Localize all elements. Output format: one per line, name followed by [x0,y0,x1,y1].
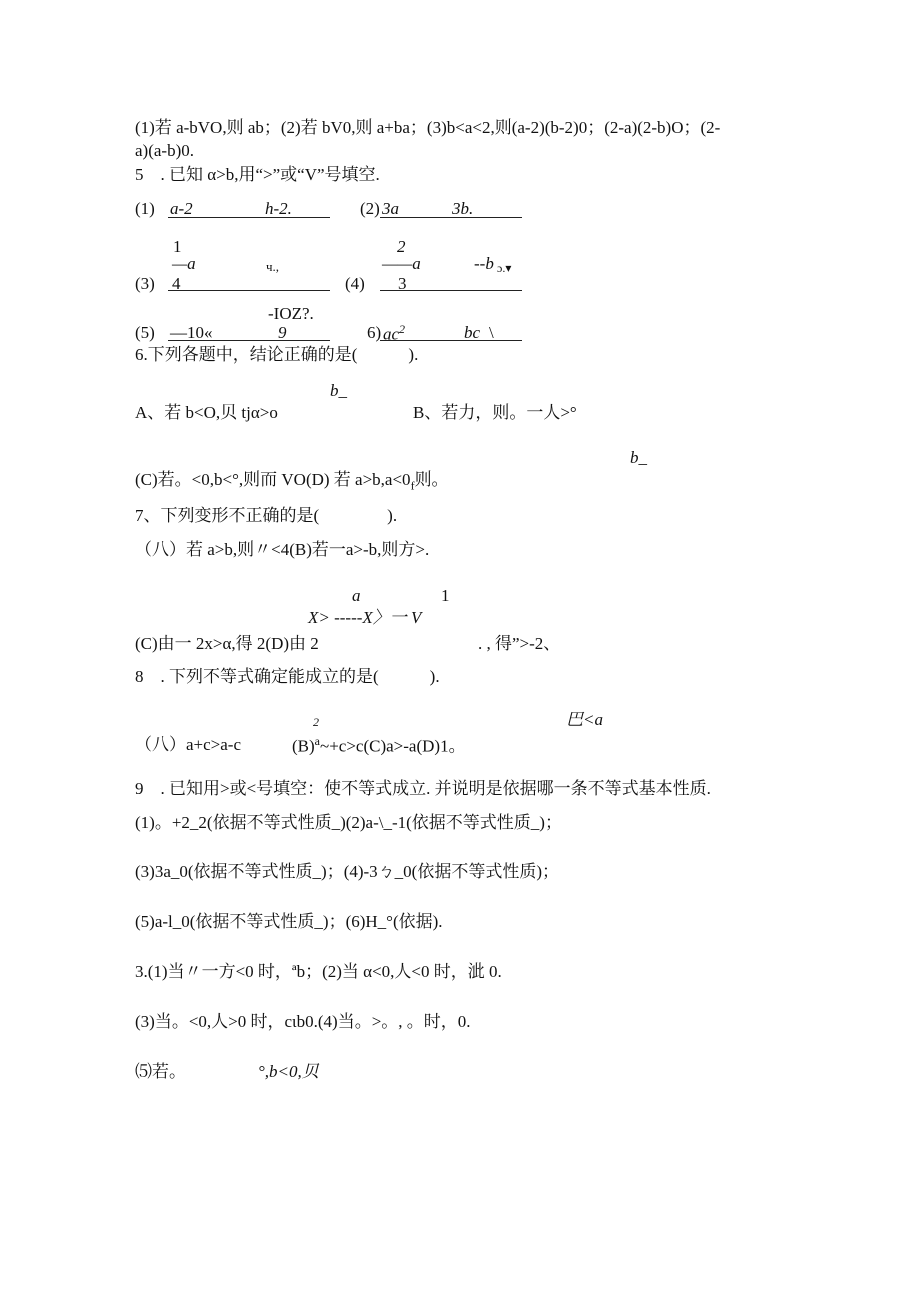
answer-line1: 3.(1)当〃一方<0 时，ªb；(2)当 α<0,人<0 时，泚 0. [135,962,502,981]
q6-b-top: b_ [330,381,347,400]
q5-r3-mark: ч., [266,259,280,274]
q5-r4-right: --b [474,254,494,273]
q5-r6-left-text: ac [383,324,400,344]
q8-option-a: （八）a+c>a-c [135,735,242,754]
q5-r3-numerator: 1 [173,237,182,256]
q6-b-top2: b_ [630,448,647,467]
q8-stem: 8 . 下列不等式确定能成立的是( ). [135,667,440,686]
q5-r3-fraction: —a [172,254,196,273]
q4-line2: a)(a-b)0. [135,141,194,160]
q5-r2-left: 3a [382,199,399,218]
q7-option-c: (C)由一 2x>α,得 2(D)由 2 [135,634,319,653]
q5-r6-left [383,323,405,344]
q8-option-b-label: (B) [292,736,315,756]
q5-r6-mark: \ [489,323,494,342]
answer-line3-b: °,b<0,贝 [258,1062,319,1081]
answer-line3-a: ⑸若。 [135,1062,186,1081]
q5-r6-sup: 2 [399,322,406,336]
q5-r5-top: -IOZ?. [268,304,314,323]
q5-r5-left: —10« [170,323,213,342]
q8-sup2: 2 [313,715,319,729]
q5-r5-right: 9 [278,323,287,342]
q5-r2-right: 3b. [452,199,474,218]
q6-option-a: A、若 b<O,贝 tjα>o [135,403,278,422]
q5-r6-right: bc [464,323,481,342]
q5-r1-blank [168,217,330,218]
q5-r1-left: a-2 [170,199,193,218]
q5-r3-blank [168,290,330,291]
q5-r4-numerator: 2 [397,237,406,256]
q7-stem: 7、下列变形不正确的是( ). [135,506,398,525]
q8-option-b-sup: a [314,734,320,748]
q5-r4-blank [380,290,522,291]
answer-line2: (3)当。<0,人>0 时，cιb0.(4)当。>。, 。时，0. [135,1012,471,1031]
q7-option-d-end: . , 得”>-2、 [478,634,561,653]
q6-option-cd-end: 则。 [414,470,449,489]
q6-stem: 6.下列各题中，结论正确的是( ). [135,345,419,364]
q6-option-cd-sub: f [410,478,415,493]
q5-r4-denominator: 3 [398,274,407,293]
q8-option-bcd [292,735,466,756]
q9-stem: 9 . 已知用>或<号填空：使不等式成立. 并说明是依据哪一条不等式基本性质. [135,779,711,798]
q5-r6-blank [380,340,522,341]
q4-line1: (1)若 a-bVO,则 ab；(2)若 bV0,则 a+ba；(3)b<a<2,则(a-2)(b-2)0；(2-a)(2-b)O；(2- [135,118,721,137]
q5-r2-label: (2) [360,199,380,218]
q7-frac-a: a [352,586,361,605]
q5-stem: 5 . 已知 α>b,用“>”或“V”号填空. [135,165,380,184]
q6-option-b: B、若力，则。一人>° [413,403,577,422]
q8-option-bcd-rest: ~+c>c(C)a>-a(D)1。 [320,736,466,756]
q5-r5-label: (5) [135,323,155,342]
q5-r1-label: (1) [135,199,155,218]
q5-r1-right: h-2. [265,199,292,218]
q5-r5-blank [168,340,330,341]
q6-option-cd [135,470,449,493]
q5-r3-denominator: 4 [172,274,181,293]
q9-line3: (5)a-l_0(依据不等式性质_)；(6)H_°(依据). [135,912,443,931]
q6-option-cd-text: (C)若。<0,b<°,则而 VO(D) 若 a>b,a<0 [135,470,411,489]
q8-top-mark: 巴<a [566,710,603,729]
q5-r2-blank [380,217,522,218]
q9-line1: (1)。+2_2(依据不等式性质_)(2)a-\_-1(依据不等式性质_)； [135,813,562,832]
q7-mid-line: X> -----X〉一 V [308,608,422,627]
q7-frac-1: 1 [441,586,450,605]
q5-r4-mark: ɔ.▾ [497,261,512,275]
q5-r6-label: 6) [367,323,382,342]
q5-r4-fraction: ——a [382,254,421,273]
q9-line2: (3)3a_0(依据不等式性质_)；(4)-3ㄅ_0(依据不等式性质)； [135,862,559,881]
q5-r4-label: (4) [345,274,365,293]
q7-option-ab: （八）若 a>b,则〃<4(B)若一a>-b,则方>. [135,540,430,559]
q5-r3-label: (3) [135,274,155,293]
